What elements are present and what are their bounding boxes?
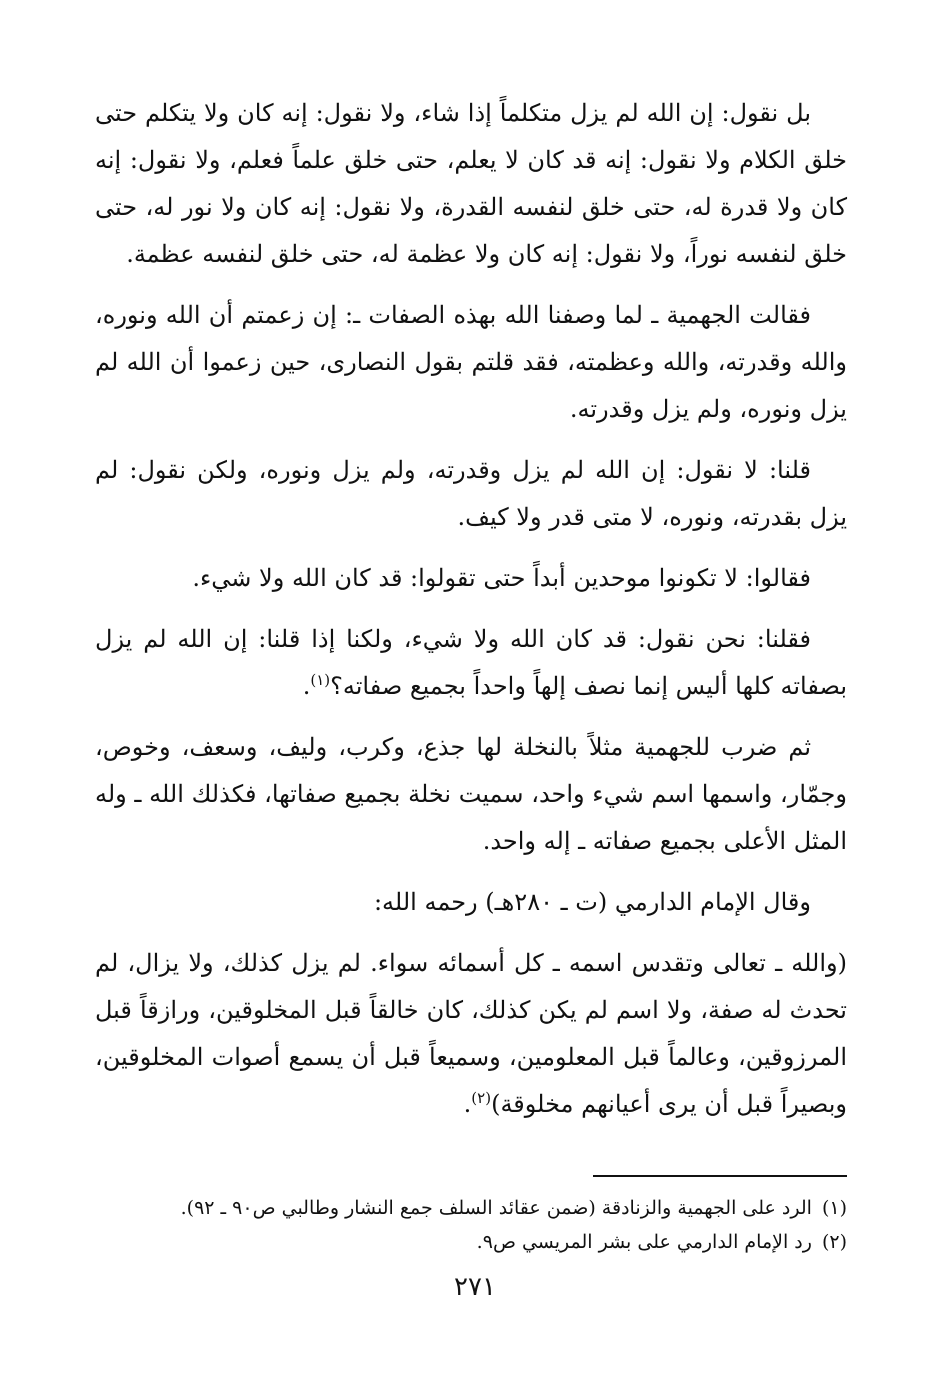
paragraph-7: وقال الإمام الدارمي (ت ـ ٢٨٠هـ) رحمه الله:: [373, 888, 811, 916]
paragraph-8-end: .: [463, 1090, 472, 1118]
paragraph-8-text: (والله ـ تعالى وتقدس اسمه ـ كل أسمائه سواء. لم يزل كذلك، ولا يزال، لم تحدث له صفة، ولا اسم لم يكن كذلك، كان خالقاً قبل المخلوقين، ورازقاً قبل المرزوقين، وعالماً قبل المعلومين، وسميعاً قبل أن يسمع أصوات المخلوقين، وبصيراً قبل أن يرى أعيانهم مخلوقة): [95, 949, 847, 1118]
footnote-1: [95, 1191, 847, 1225]
paragraph-1: بل نقول: إن الله لم يزل متكلماً إذا شاء، ولا نقول: إنه كان ولا يتكلم حتى خلق الكلام ولا نقول: إنه قد كان لا يعلم، حتى خلق علماً فعلم، ولا نقول: إنه كان ولا قدرة له، حتى خلق لنفسه القدرة، ولا نقول: إنه كان ولا نور له، حتى خلق لنفسه نوراً، ولا نقول: إنه كان ولا عظمة له، حتى خلق لنفسه عظمة.: [95, 99, 847, 268]
footnote-divider: [593, 1175, 847, 1177]
paragraph-4: فقالوا: لا تكونوا موحدين أبداً حتى تقولوا: قد كان الله ولا شيء.: [192, 564, 811, 592]
footnote-ref-1[interactable]: (١): [310, 671, 331, 689]
paragraph-5-end: .: [302, 672, 311, 700]
paragraph-8-quote: [95, 940, 847, 1128]
paragraph-6: ثم ضرب للجهمية مثلاً بالنخلة لها جذع، وكرب، وليف، وسعف، وخوص، وجمّار، واسمها اسم شيء واحد، سميت نخلة بجميع صفاتها، فكذلك الله ـ وله المثل الأعلى بجميع صفاته ـ إله واحد.: [95, 733, 847, 855]
paragraph-5-text: فقلنا: نحن نقول: قد كان الله ولا شيء، ولكنا إذا قلنا: إن الله لم يزل بصفاته كلها أليس إنما نصف إلهاً واحداً بجميع صفاته؟: [95, 625, 847, 700]
paragraph-5: [95, 616, 847, 710]
footnote-1-number: (١): [821, 1197, 847, 1219]
footnote-1-text: الرد على الجهمية والزنادقة (ضمن عقائد السلف جمع النشار وطالبي ص٩٠ ـ ٩٢).: [180, 1197, 812, 1219]
footnote-2-text: رد الإمام الدارمي على بشر المريسي ص٩.: [476, 1231, 812, 1253]
main-text: [95, 90, 847, 1142]
footnote-2: [95, 1225, 847, 1259]
footnote-2-number: (٢): [821, 1231, 847, 1253]
paragraph-2: فقالت الجهمية ـ لما وصفنا الله بهذه الصفات ـ: إن زعمتم أن الله ونوره، والله وقدرته، والله وعظمته، فقد قلتم بقول النصارى، حين زعموا أن الله لم يزل ونوره، ولم يزل وقدرته.: [95, 301, 847, 423]
footnote-ref-2[interactable]: (٢): [471, 1089, 492, 1107]
paragraph-3: قلنا: لا نقول: إن الله لم يزل وقدرته، ولم يزل ونوره، ولكن نقول: لم يزل بقدرته، ونوره، لا متى قدر ولا كيف.: [95, 456, 847, 531]
footnotes: [95, 1175, 847, 1259]
page-number: ٢٧١: [454, 1272, 496, 1302]
